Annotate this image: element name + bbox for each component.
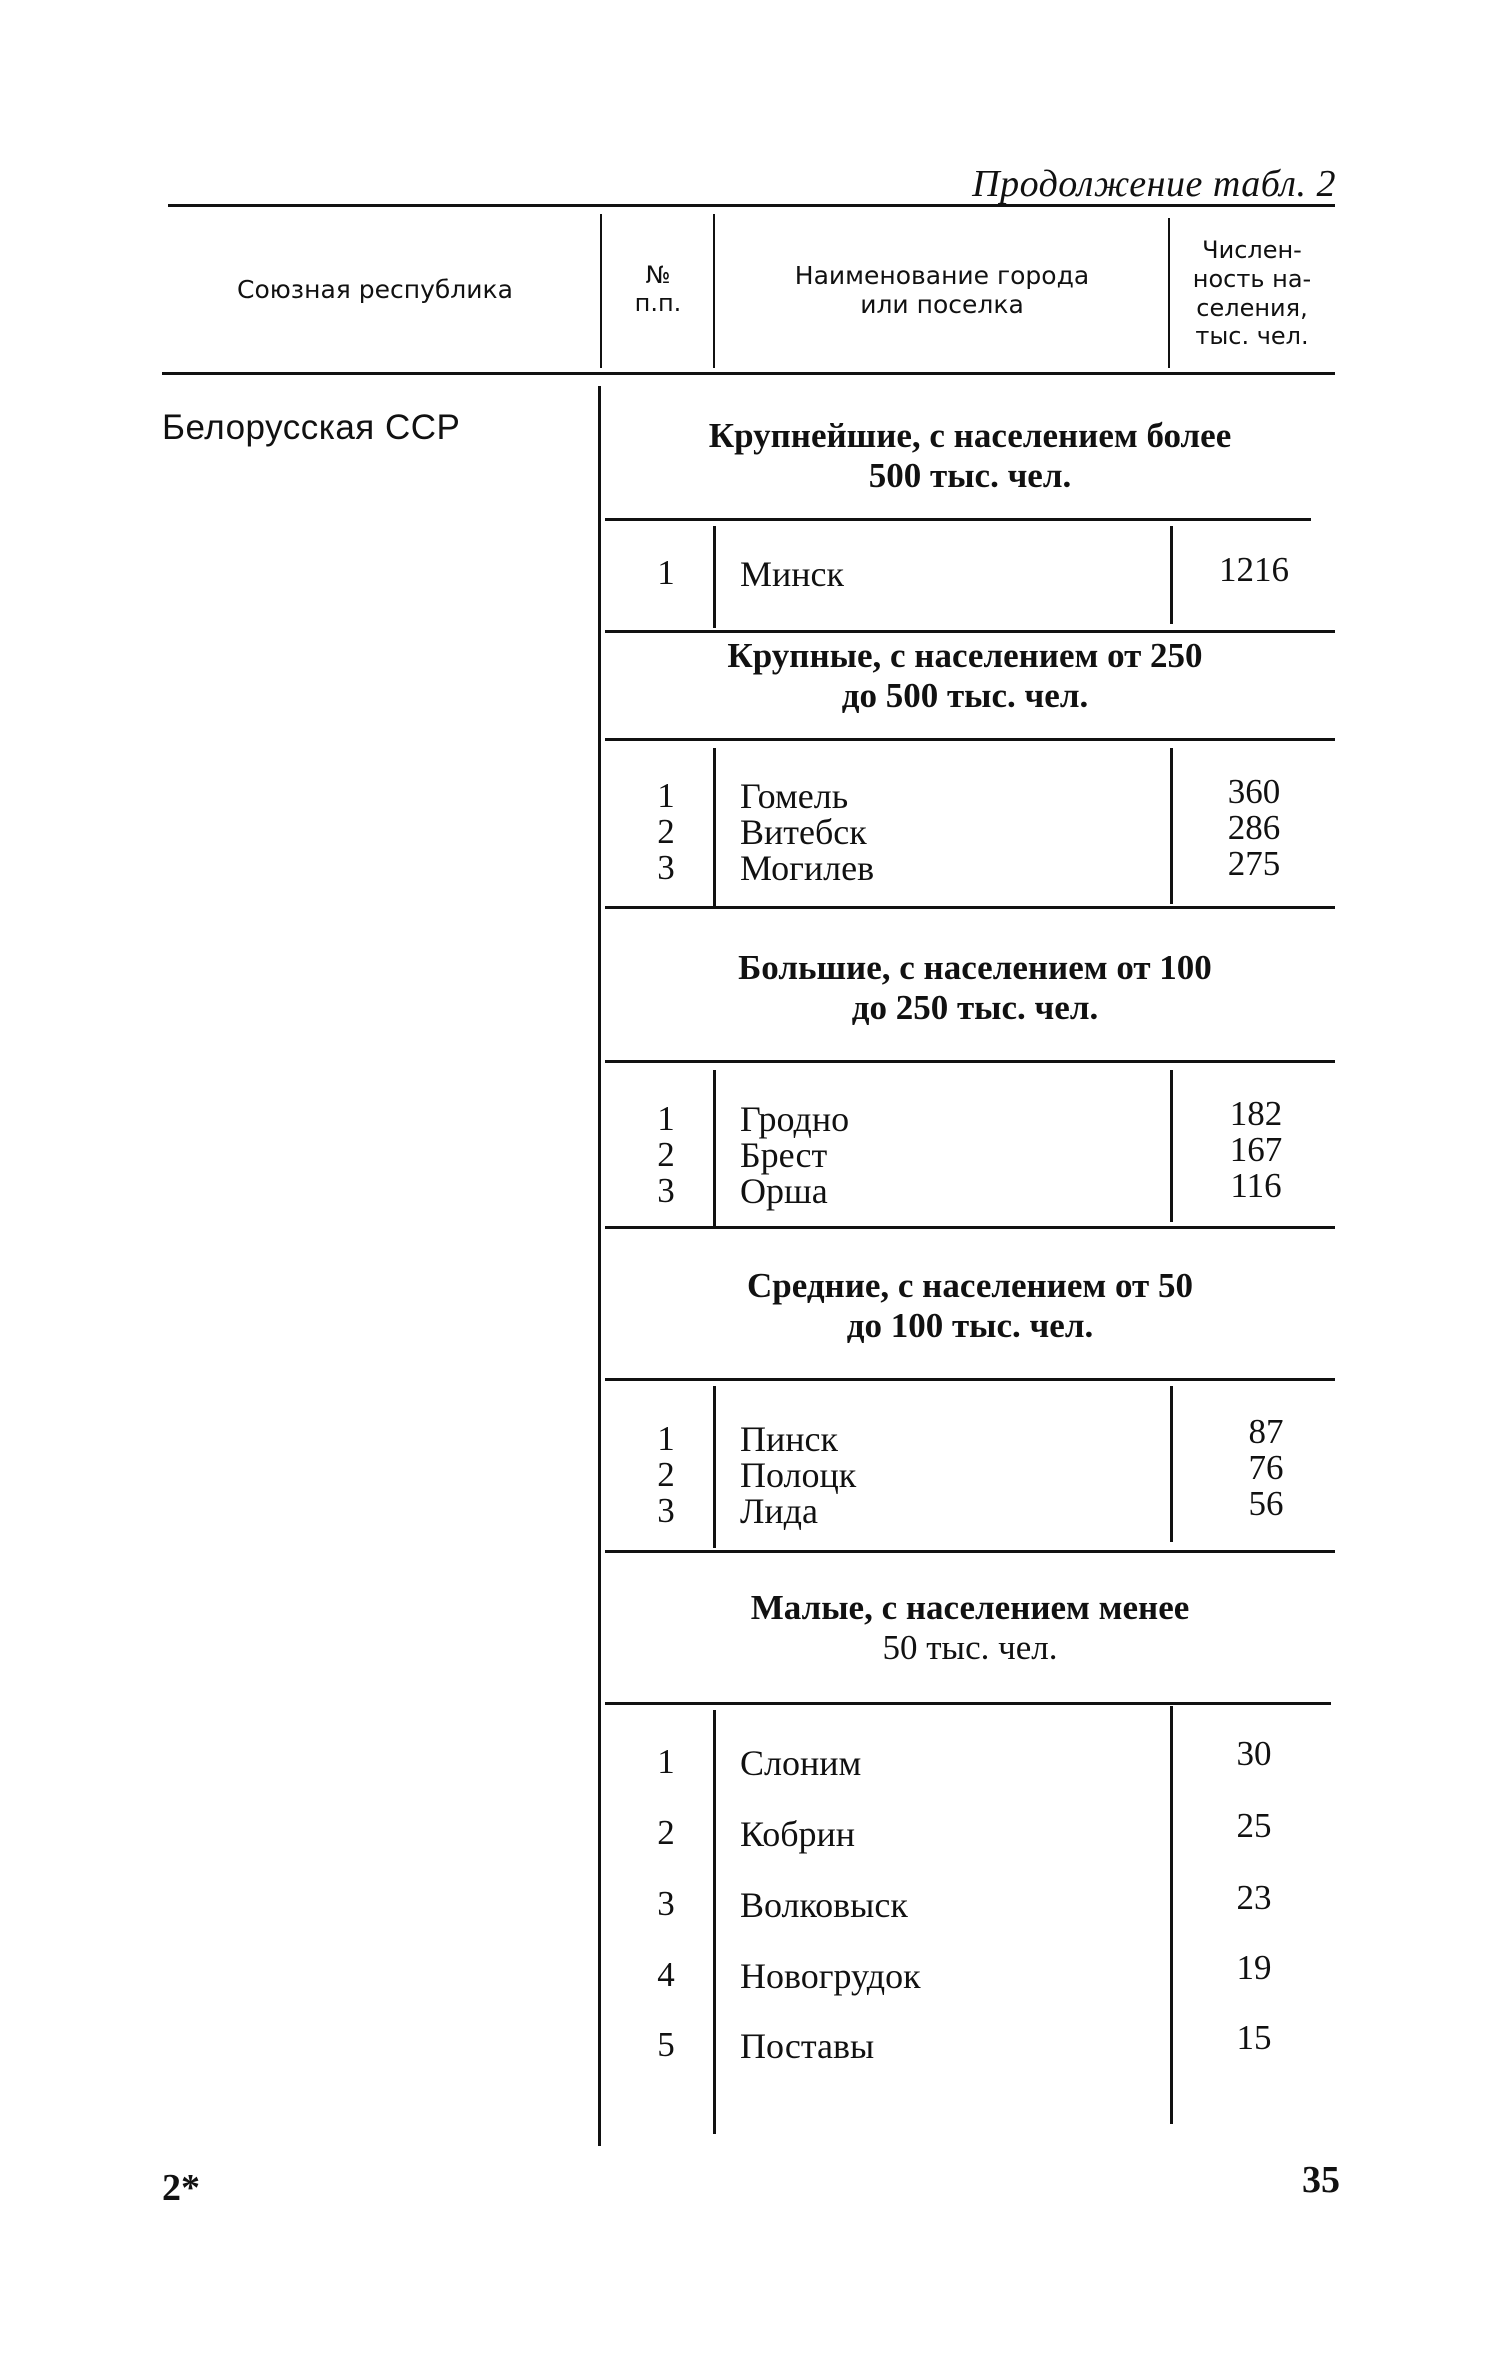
row-city: Гродно <box>740 1099 850 1139</box>
row-divider-num <box>713 748 716 908</box>
column-header-population-line1: Числен- <box>1202 236 1302 264</box>
row-divider-num <box>713 1710 716 2134</box>
category-rule <box>605 1702 1331 1705</box>
row-number: 1 <box>657 776 675 815</box>
row-city: Орша <box>740 1171 828 1211</box>
row-population: 1216 <box>1219 550 1289 589</box>
category-bottom-rule <box>605 906 1335 909</box>
column-header-population-line4: тыс. чел. <box>1195 322 1309 351</box>
row-number: 2 <box>657 1135 675 1174</box>
category-title <box>605 416 1335 496</box>
row-divider-pop <box>1170 1386 1173 1542</box>
column-header-republic: Союзная республика <box>237 275 513 304</box>
row-population: 23 <box>1236 1878 1272 1917</box>
category-rule <box>605 1060 1335 1063</box>
row-population: 56 <box>1248 1484 1284 1523</box>
continuation-caption: Продолжение табл. 2 <box>972 163 1336 205</box>
row-numbers <box>636 1421 696 1529</box>
row-population: 286 <box>1227 808 1281 847</box>
row-populations <box>1194 774 1314 882</box>
row-number: 5 <box>657 2025 675 2064</box>
category-title <box>615 948 1335 1028</box>
row-population: 87 <box>1248 1412 1284 1451</box>
row-cities <box>740 1421 856 1529</box>
category-rule <box>605 1378 1335 1381</box>
row-city: Волковыск <box>740 1885 908 1925</box>
header-top-rule <box>168 204 1335 207</box>
row-numbers <box>636 1101 696 1209</box>
row-populations <box>1196 1096 1316 1204</box>
row-number: 3 <box>657 1171 675 1210</box>
row-cities <box>740 1101 849 1209</box>
category-title <box>605 636 1325 716</box>
row-city: Брест <box>740 1135 828 1175</box>
row-divider-pop <box>1170 1070 1173 1222</box>
category-title-line1: Малые, с населением менее <box>750 1588 1190 1627</box>
column-header-name-line2: или поселка <box>860 289 1024 319</box>
row-city: Кобрин <box>740 1814 856 1854</box>
row-divider-num <box>713 1386 716 1548</box>
category-bottom-rule <box>605 1550 1335 1553</box>
category-title-line1: Крупные, с населением от 250 <box>727 636 1203 675</box>
row-divider-pop <box>1170 526 1173 624</box>
row-city: Полоцк <box>740 1455 857 1495</box>
row-number: 1 <box>657 1742 675 1781</box>
category-title-line2: до 250 тыс. чел. <box>851 987 1099 1027</box>
column-header-number-line1: № <box>645 261 671 289</box>
row-number: 1 <box>657 1419 675 1458</box>
row-city: Пинск <box>740 1419 838 1459</box>
category-rule <box>605 738 1335 741</box>
category-title-line2: до 100 тыс. чел. <box>846 1305 1094 1345</box>
column-header-name <box>720 262 1164 320</box>
row-population: 116 <box>1230 1166 1282 1205</box>
row-number: 3 <box>657 1884 675 1923</box>
row-divider-num <box>713 1070 716 1226</box>
category-title-line1: Средние, с населением от 50 <box>747 1266 1193 1305</box>
category-title <box>605 1588 1335 1668</box>
republic-name: Белорусская ССР <box>162 408 461 447</box>
header-bottom-rule <box>162 372 1335 375</box>
header-divider-2 <box>713 214 715 368</box>
row-divider-pop <box>1170 748 1173 904</box>
row-population: 167 <box>1229 1130 1283 1169</box>
row-city: Лида <box>740 1491 818 1531</box>
row-number: 3 <box>657 1491 675 1530</box>
row-divider-num <box>713 526 716 628</box>
category-bottom-rule <box>605 1226 1335 1229</box>
signature-mark: 2* <box>162 2167 200 2209</box>
row-number: 3 <box>657 848 675 887</box>
row-numbers <box>636 778 696 886</box>
row-city: Витебск <box>740 812 867 852</box>
category-title-line2: 50 тыс. чел. <box>882 1627 1058 1667</box>
row-populations <box>1206 1414 1326 1522</box>
category-rule <box>605 518 1311 521</box>
column-header-population-line3: селения, <box>1196 293 1308 322</box>
row-number: 1 <box>657 553 675 592</box>
row-number: 2 <box>657 1813 675 1852</box>
row-city: Новогрудок <box>740 1956 921 1996</box>
category-title <box>620 1266 1320 1346</box>
row-number: 2 <box>657 812 675 851</box>
column-header-number-line2: п.п. <box>634 288 682 317</box>
category-title-line1: Крупнейшие, с населением более <box>708 416 1232 455</box>
category-bottom-rule <box>605 630 1335 633</box>
column-header-population <box>1172 236 1332 351</box>
row-population: 182 <box>1229 1094 1283 1133</box>
row-city: Поставы <box>740 2026 875 2066</box>
row-city: Минск <box>740 554 845 594</box>
row-divider-pop <box>1170 1706 1173 2124</box>
row-population: 25 <box>1236 1806 1272 1845</box>
row-population: 19 <box>1236 1948 1272 1987</box>
page-number: 35 <box>1302 2159 1340 2201</box>
column-header-name-line1: Наименование города <box>794 261 1090 290</box>
row-population: 76 <box>1248 1448 1284 1487</box>
row-number: 4 <box>657 1955 675 1994</box>
row-population: 275 <box>1227 844 1281 883</box>
row-cities <box>740 778 874 886</box>
row-population: 30 <box>1236 1734 1272 1773</box>
row-population: 360 <box>1227 772 1281 811</box>
header-divider-3 <box>1168 218 1170 368</box>
category-title-line1: Большие, с населением от 100 <box>738 948 1212 987</box>
row-number: 1 <box>657 1099 675 1138</box>
body-left-divider <box>598 386 601 2146</box>
row-number: 2 <box>657 1455 675 1494</box>
header-divider-1 <box>600 214 602 368</box>
column-header-number <box>606 262 710 317</box>
category-title-line2: до 500 тыс. чел. <box>841 675 1089 715</box>
row-city: Слоним <box>740 1743 862 1783</box>
column-header-population-line2: ность на- <box>1192 264 1312 293</box>
category-title-line2: 500 тыс. чел. <box>868 455 1072 495</box>
row-city: Гомель <box>740 776 849 816</box>
row-population: 15 <box>1236 2018 1272 2057</box>
row-city: Могилев <box>740 848 875 888</box>
